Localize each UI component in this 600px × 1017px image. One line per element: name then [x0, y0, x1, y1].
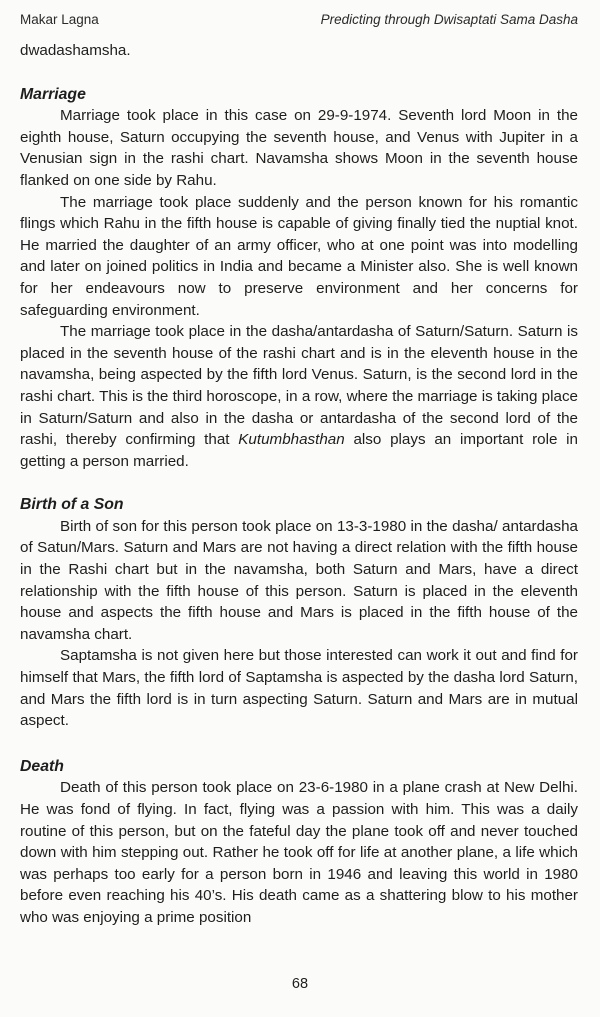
paragraph-text: also plays an important role in getting a person married.: [20, 431, 578, 470]
intro-text: dwadashamsha.: [20, 42, 131, 59]
italic-term: Kutumbhasthan: [238, 431, 345, 449]
paragraph: Birth of son for this person took place on 13-3-1980 in the dasha/ antardasha of Satun/Mars. Saturn and Mars are not having a direct relation with the fifth house in the Rashi chart but in the navamsha, both Saturn and Mars, have a direct relationship with the fifth house of this person. Saturn is placed in the eleventh house and aspects the fifth house and Mars is placed in the fifth house of the navamsha chart.: [20, 517, 578, 643]
running-header: [20, 12, 578, 27]
section-marriage: [20, 84, 578, 473]
heading-marriage: Marriage: [20, 85, 86, 103]
paragraph: Saptamsha is not given here but those interested can work it out and find for himself that Mars, the fifth lord of Saptamsha is aspected by the dasha lord Saturn, and Mars the fifth lord is in turn aspecting Saturn. Saturn and Mars are in mutual aspect.: [20, 647, 578, 730]
paragraph: [20, 321, 578, 472]
paragraph-text: The marriage took place in the dasha/antardasha of Saturn/Saturn. Saturn is placed in the seventh house of the rashi chart and is in the eleventh house in the navamsha, being aspected by the fifth lord Venus. Saturn, is the second lord in the rashi chart. This is the third horoscope, in a row, where the marriage is taking place in Saturn/Saturn and also in the dasha or antardasha of the second lord of the rashi, thereby confirming that: [20, 323, 578, 449]
chapter-title: Predicting through Dwisaptati Sama Dasha: [320, 12, 578, 27]
section-birth-of-son: [20, 494, 578, 732]
paragraph: Marriage took place in this case on 29-9-1974. Seventh lord Moon in the eighth house, Saturn occupying the seventh house, and Venus with Jupiter in a Venusian sign in the rashi chart. Navamsha shows Moon in the seventh house flanked on one side by Rahu.: [20, 107, 578, 189]
page-body: [20, 40, 578, 929]
page-number: 68: [291, 976, 309, 992]
paragraph: The marriage took place suddenly and the person known for his romantic flings which Rahu in the fifth house is capable of giving finally tied the nuptial knot. He married the daughter of an army officer, who at one point was into modelling and later on joined politics in India and became a Minister also. She is well known for her endeavours now to preserve environment and her concerns for safeguarding environment.: [20, 193, 578, 319]
section-death: [20, 756, 578, 929]
heading-death: Death: [20, 757, 64, 775]
book-title: Makar Lagna: [20, 12, 99, 27]
paragraph: Death of this person took place on 23-6-1980 in a plane crash at New Delhi. He was fond of flying. In fact, flying was a passion with him. This was a daily routine of this person, but on the fateful day the plane took off and never touched down with him stepping out. Rather he took off for life at another plane, a life which was perhaps too early for a person born in 1946 and leaving this world in 1980 before even reaching his 40’s. His death came as a shattering blow to his mother who was enjoying a prime position: [20, 779, 578, 926]
heading-birth-of-son: Birth of a Son: [20, 496, 124, 514]
